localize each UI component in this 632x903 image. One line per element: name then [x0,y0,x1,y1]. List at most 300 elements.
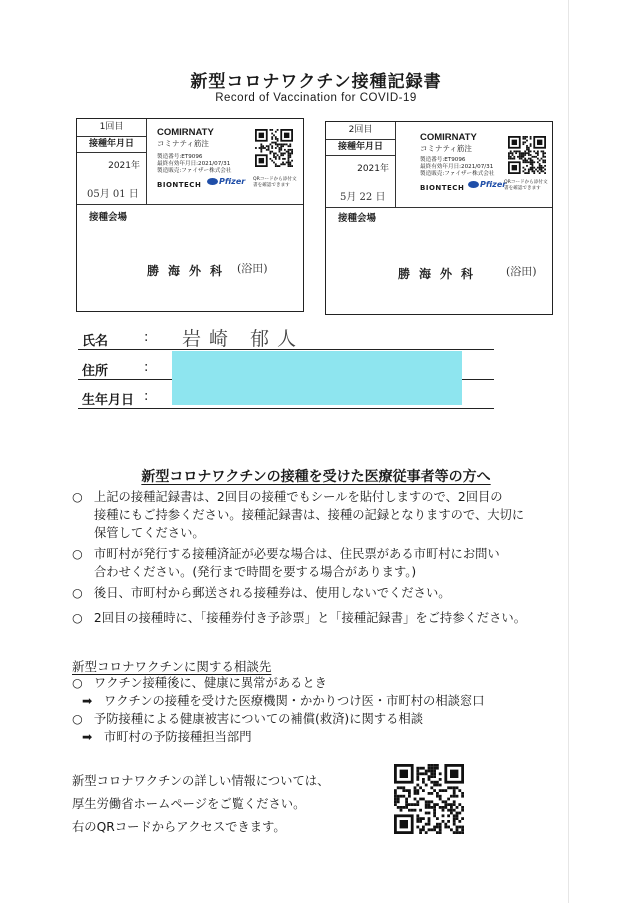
qr-module [526,136,528,138]
qr-module [542,156,544,158]
qr-module [539,172,541,174]
dose-card-1 [76,118,304,312]
qr-module [433,812,436,815]
qr-module [456,806,459,809]
qr-module [260,143,262,145]
qr-module [530,154,532,156]
mhlw-qr-code[interactable] [394,764,464,834]
qr-module [416,772,419,775]
qr-module [288,165,290,167]
qr-module [526,172,528,174]
qr-module [526,147,528,149]
qr-module [402,806,405,809]
handwritten-date: 5月 22 日 [340,192,386,203]
qr-module [453,831,456,834]
qr-module [530,150,532,152]
name-handwritten: 岩崎 郁人 [182,328,305,350]
package-qr-code [508,136,546,174]
qr-module [289,153,291,155]
qr-module [544,165,546,167]
qr-module [289,154,291,156]
qr-module [528,154,530,156]
qr-module [279,149,281,151]
qr-module [439,826,442,829]
qr-module [530,167,532,169]
qr-module [517,156,519,158]
qr-module [273,134,275,136]
qr-module [522,141,524,143]
qr-module [271,147,273,149]
qr-module [439,831,442,834]
qr-module [275,156,277,158]
qr-module [524,152,526,154]
qr-module [530,161,532,163]
qr-module [522,154,524,156]
qr-module [289,143,291,145]
qr-module [275,163,277,165]
qr-module [430,767,433,770]
info-text: 新型コロナワクチンの詳しい情報については、 厚生労働省ホームページをご覧ください。 右のQRコードからアクセスできます。 [72,774,330,834]
manufacturer: 製造販売:ファイザー株式会社 [420,171,495,177]
qr-module [456,812,459,815]
qr-module [273,154,275,156]
qr-module [508,158,510,160]
qr-module [526,145,528,147]
qr-module [450,795,453,798]
qr-module [433,784,436,787]
qr-module [282,145,284,147]
qr-module [428,767,431,770]
qr-module [394,798,397,801]
qr-module [439,789,442,792]
qr-module [414,786,417,789]
qr-module [447,803,450,806]
qr-finder-pattern [512,140,517,145]
qr-module [442,789,445,792]
qr-module [433,814,436,817]
qr-module [453,814,456,817]
qr-module [419,820,422,823]
qr-module [416,789,419,792]
qr-module [271,136,273,138]
qr-module [275,136,277,138]
qr-module [442,814,445,817]
qr-module [436,826,439,829]
qr-module [419,798,422,801]
qr-module [422,767,425,770]
qr-module [530,169,532,171]
qr-module [266,149,268,151]
qr-module [286,151,288,153]
qr-module [279,165,281,167]
qr-module [453,823,456,826]
qr-module [425,831,428,834]
qr-module [533,156,535,158]
qr-module [456,817,459,820]
qr-module [269,143,271,145]
qr-module [277,129,279,131]
qr-module [402,789,405,792]
qr-module [522,138,524,140]
qr-module [533,172,535,174]
qr-module [456,828,459,831]
handwritten-date: 05月 01 日 [87,189,139,200]
page-subtitle: Record of Vaccination for COVID-19 [215,92,417,104]
qr-module [533,170,535,172]
qr-module [277,138,279,140]
qr-module [397,798,400,801]
qr-module [271,151,273,153]
qr-module [453,820,456,823]
qr-module [280,153,282,155]
qr-module [416,775,419,778]
qr-module [400,786,403,789]
qr-module [542,170,544,172]
notice-title: 新型コロナワクチンの接種を受けた医療従事者等の方へ [141,469,491,485]
qr-module [269,158,271,160]
qr-module [461,826,464,829]
qr-module [275,143,277,145]
qr-module [524,172,526,174]
qr-module [458,812,461,815]
qr-module [430,772,433,775]
qr-module [530,138,532,140]
qr-module [541,158,543,160]
vaccine-sub: コミナティ筋注 [420,144,472,153]
qr-module [425,812,428,815]
qr-module [522,167,524,169]
qr-module [433,826,436,829]
venue-handwritten: (浴田) [506,265,537,278]
qr-module [444,826,447,829]
venue-label: 接種会場 [338,213,377,224]
qr-module [288,158,290,160]
qr-module [284,153,286,155]
qr-module [284,143,286,145]
qr-module [282,143,284,145]
bullet-circle-icon: ○ [72,611,83,625]
qr-module [414,809,417,812]
qr-module [526,165,528,167]
qr-module [280,154,282,156]
qr-module [532,167,534,169]
qr-module [428,806,431,809]
qr-module [433,764,436,767]
qr-module [517,150,519,152]
qr-module [428,770,431,773]
qr-module [542,160,544,162]
qr-module [444,789,447,792]
qr-module [273,162,275,164]
qr-module [284,158,286,160]
qr-module [532,165,534,167]
qr-module [541,170,543,172]
biontech-logo: BIONTECH [157,181,202,189]
qr-module [450,809,453,812]
qr-module [521,158,523,160]
qr-module [522,156,524,158]
qr-module [275,138,277,140]
qr-module [433,767,436,770]
qr-module [537,150,539,152]
qr-module [288,156,290,158]
qr-module [280,147,282,149]
qr-module [537,167,539,169]
qr-module [414,798,417,801]
qr-module [532,169,534,171]
name-label: 氏名 [82,334,109,349]
qr-module [397,806,400,809]
qr-module [422,826,425,829]
qr-module [512,158,514,160]
qr-module [436,823,439,826]
qr-module [450,828,453,831]
qr-module [416,820,419,823]
qr-module [528,158,530,160]
qr-module [544,161,546,163]
date-label-cell: 接種年月日 [77,137,147,153]
qr-module [425,784,428,787]
qr-module [282,162,284,164]
qr-module [416,826,419,829]
vaccine-name: COMIRNATY [420,132,477,143]
qr-module [428,812,431,815]
qr-module [542,167,544,169]
qr-module [408,809,411,812]
qr-module [436,781,439,784]
qr-module [271,145,273,147]
qr-module [544,152,546,154]
qr-module [537,158,539,160]
vaccine-sticker [147,119,303,205]
qr-module [442,800,445,803]
qr-module [280,145,282,147]
qr-module [405,789,408,792]
qr-module [428,792,431,795]
date-value-cell [326,156,396,208]
qr-module [519,158,521,160]
notice-item-3: ○ 後日、市町村から郵送される接種券は、使用しないでください。 [72,586,451,600]
qr-module [444,800,447,803]
qr-finder-pattern [400,820,408,828]
lot-number: 製造番号:ET9096 [420,157,466,163]
qr-caption: QRコードから添付文書を確認できます [504,180,548,191]
qr-module [524,161,526,163]
qr-module [522,161,524,163]
qr-module [273,153,275,155]
qr-module [453,795,456,798]
qr-module [289,149,291,151]
qr-module [425,803,428,806]
qr-module [510,156,512,158]
qr-module [430,806,433,809]
qr-module [279,143,281,145]
qr-module [439,806,442,809]
qr-module [269,129,271,131]
qr-module [539,160,541,162]
qr-module [530,136,532,138]
dose-number-cell: 1回目 [77,119,147,137]
qr-module [280,143,282,145]
qr-module [530,163,532,165]
qr-module [436,795,439,798]
qr-module [439,784,442,787]
qr-module [433,809,436,812]
qr-module [271,142,273,144]
qr-module [439,778,442,781]
qr-module [524,154,526,156]
qr-module [528,149,530,151]
qr-module [419,828,422,831]
qr-finder-pattern [450,770,458,778]
qr-module [528,172,530,174]
qr-module [288,160,290,162]
bullet-circle-icon: ○ [72,712,83,726]
qr-module [279,156,281,158]
qr-module [526,152,528,154]
qr-finder-pattern [259,133,264,138]
qr-module [291,151,293,153]
qr-module [542,161,544,163]
qr-module [521,156,523,158]
qr-module [430,800,433,803]
qr-module [408,789,411,792]
qr-module [430,786,433,789]
qr-module [288,163,290,165]
qr-module [416,800,419,803]
qr-module [416,778,419,781]
qr-module [273,142,275,144]
qr-module [541,167,543,169]
qr-module [422,828,425,831]
qr-module [458,803,461,806]
qr-module [402,786,405,789]
qr-module [447,826,450,829]
qr-module [282,158,284,160]
venue-name: 勝海外科 [398,267,483,281]
qr-module [425,806,428,809]
qr-module [522,136,524,138]
qr-module [433,775,436,778]
date-value-cell [77,153,147,205]
qr-module [289,162,291,164]
qr-module [416,770,419,773]
vaccine-name: COMIRNATY [157,127,214,138]
qr-module [535,169,537,171]
qr-module [533,167,535,169]
qr-module [544,160,546,162]
qr-module [405,800,408,803]
qr-module [422,789,425,792]
qr-module [275,158,277,160]
birthdate-label: 生年月日 [82,393,135,408]
qr-module [526,160,528,162]
qr-module [428,820,431,823]
qr-module [277,143,279,145]
qr-module [453,786,456,789]
qr-module [515,152,517,154]
qr-module [291,153,293,155]
qr-module [458,789,461,792]
qr-module [453,803,456,806]
bullet-circle-icon: ○ [72,586,83,600]
qr-module [425,772,428,775]
qr-module [537,161,539,163]
qr-module [260,149,262,151]
qr-module [416,803,419,806]
qr-module [510,150,512,152]
dose-year: 2021年 [108,161,140,171]
notice-item-2: ○ 市町村が発行する接種済証が必要な場合は、住民票がある市町村にお問い 合わせください。(発行まで時間を要する場合があります。) [72,547,500,579]
qr-module [433,803,436,806]
qr-module [450,786,453,789]
qr-module [450,806,453,809]
qr-module [544,156,546,158]
qr-module [282,154,284,156]
qr-module [461,817,464,820]
qr-module [433,828,436,831]
qr-module [433,781,436,784]
qr-module [526,161,528,163]
qr-module [526,149,528,151]
qr-module [428,823,431,826]
qr-module [425,823,428,826]
qr-module [456,831,459,834]
qr-module [425,770,428,773]
qr-module [522,152,524,154]
qr-module [436,764,439,767]
qr-module [522,143,524,145]
qr-module [394,792,397,795]
qr-module [444,806,447,809]
qr-module [456,786,459,789]
qr-module [408,795,411,798]
qr-module [513,158,515,160]
notice-item-1: ○ 上記の接種記録書は、2回目の接種でもシールを貼付しますので、2回目の 接種にもご持参ください。接種記録書は、接種の記録となりますので、大切に 保管してください。 [72,490,525,540]
qr-module [524,136,526,138]
qr-module [414,803,417,806]
qr-module [447,814,450,817]
page-title: 新型コロナワクチン接種記録書 [190,72,442,92]
birthdate-row: 生年月日 : [78,386,494,409]
pfizer-oval-icon [468,181,479,188]
qr-module [433,806,436,809]
qr-module [277,140,279,142]
qr-module [537,170,539,172]
qr-module [394,800,397,803]
qr-module [453,817,456,820]
qr-module [428,828,431,831]
qr-module [510,152,512,154]
qr-module [436,767,439,770]
qr-module [544,172,546,174]
qr-module [268,147,270,149]
qr-module [419,817,422,820]
notice-item-4: ○ 2回目の接種時に、「接種券付き予診票」と「接種記録書」をご持参ください。 [72,611,526,625]
qr-module [524,160,526,162]
expiry-date: 最終有効年月日:2021/07/31 [157,161,231,167]
qr-finder-pattern [537,140,542,145]
qr-module [436,831,439,834]
qr-module [275,153,277,155]
qr-module [268,149,270,151]
qr-module [530,145,532,147]
qr-module [442,809,445,812]
qr-module [533,150,535,152]
qr-module [450,803,453,806]
qr-module [542,154,544,156]
qr-module [405,803,408,806]
